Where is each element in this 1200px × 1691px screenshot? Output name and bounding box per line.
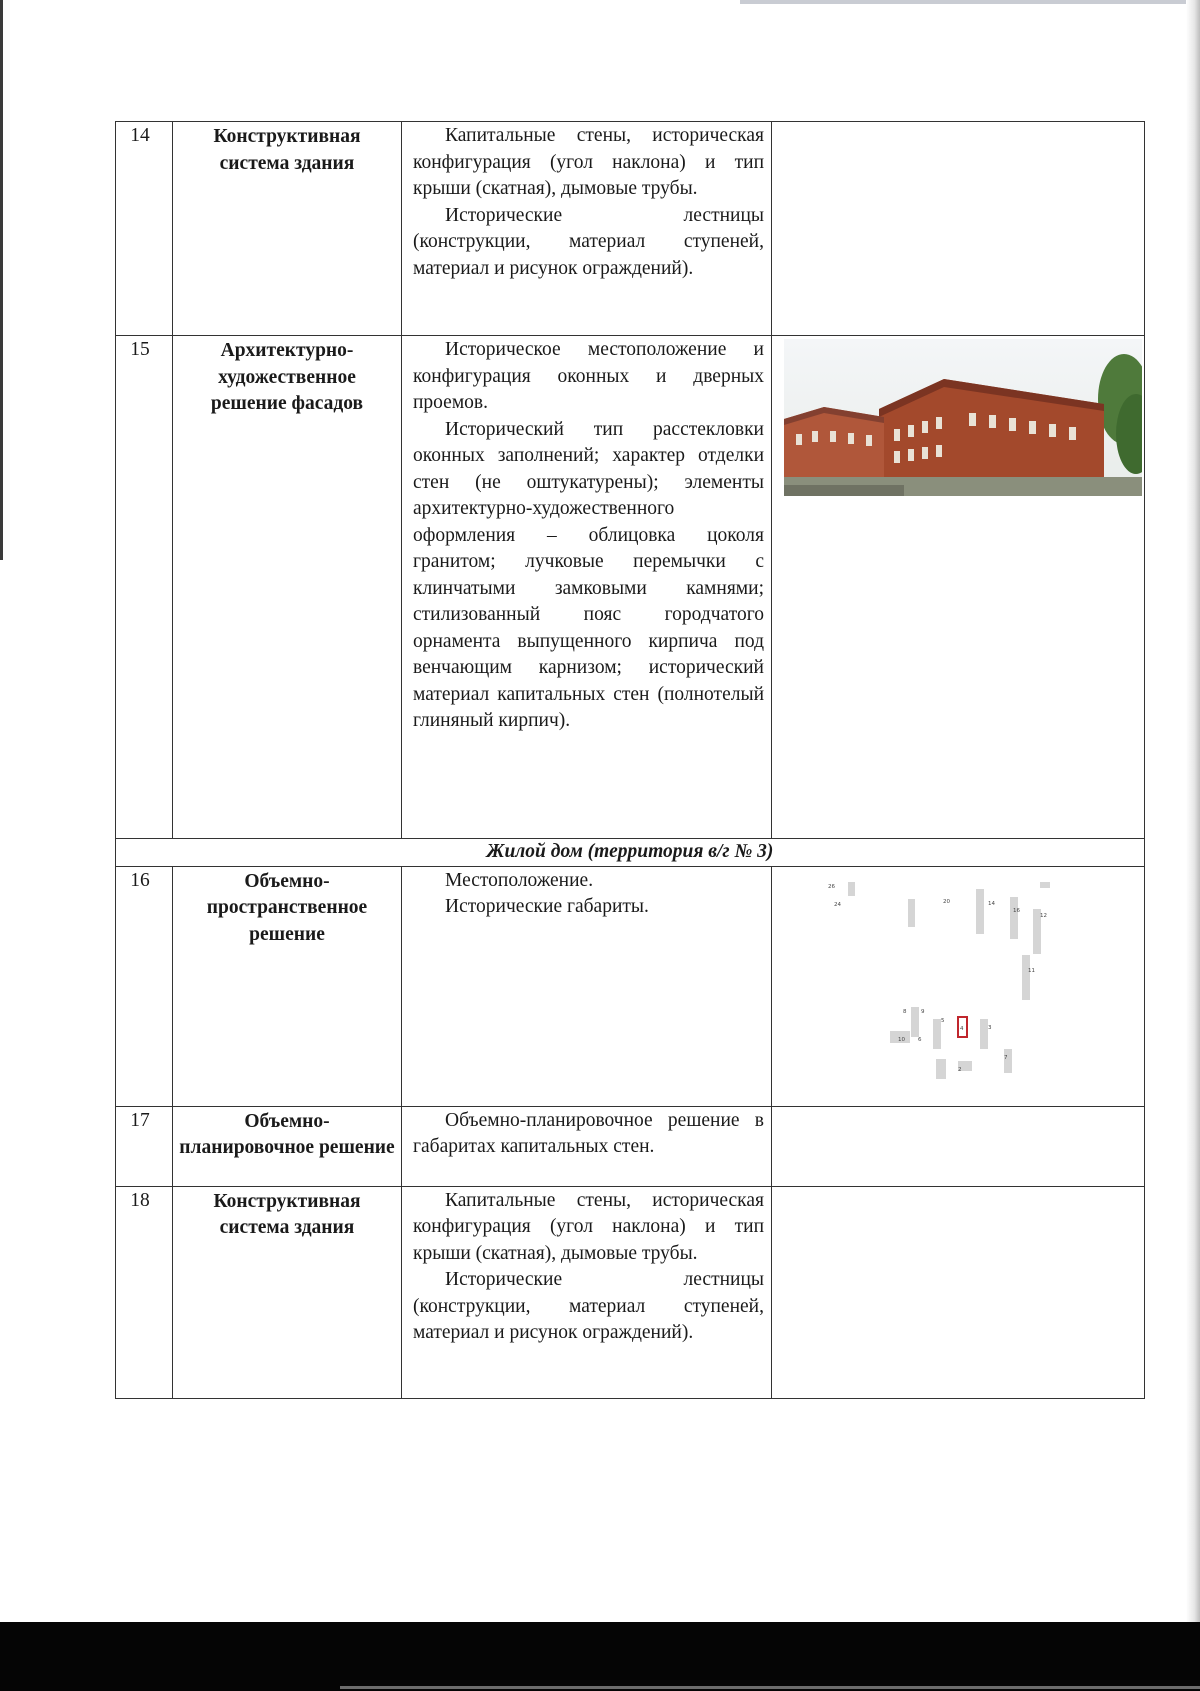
element-name: Объемно-планировочное решение xyxy=(173,1106,402,1186)
table-row-18 xyxy=(116,1186,1145,1398)
element-description xyxy=(402,1106,772,1186)
description-paragraph: Исторические лестницы (конструкции, материал ступеней, материал и рисунок ограждений). xyxy=(413,204,764,279)
table-row-16 xyxy=(116,866,1145,1106)
site-plan-map xyxy=(808,879,1113,1094)
row-number: 14 xyxy=(116,122,173,336)
row-number: 15 xyxy=(116,336,173,839)
map-label: 24 xyxy=(834,901,841,908)
illustration-cell xyxy=(772,336,1145,839)
table-row-14 xyxy=(116,122,1145,336)
element-name: Конструктивная система здания xyxy=(173,122,402,336)
element-description xyxy=(402,122,772,336)
brick-building-photo xyxy=(784,339,1142,496)
description-paragraph: Исторический тип расстекловки оконных заполнений; характер отделки стен (не оштукатурены); элементы архитектурно-художественного оформления – облицовка цоколя гранитом; лучковые перемычки с клинчатыми замковыми камнями; стилизованный пояс городчатого орнамента выпущенного кирпича под венчающим карнизом; исторический материал капитальных стен (полнотелый глиняный кирпич). xyxy=(413,418,764,731)
row-number: 18 xyxy=(116,1186,173,1398)
heritage-elements-table xyxy=(115,121,1145,1399)
scan-right-shadow xyxy=(1186,0,1200,1691)
illustration-cell xyxy=(772,866,1145,1106)
element-description xyxy=(402,866,772,1106)
illustration-cell xyxy=(772,1106,1145,1186)
illustration-cell xyxy=(772,122,1145,336)
map-label: 7 xyxy=(1004,1054,1008,1061)
element-name: Объемно-пространственное решение xyxy=(173,866,402,1106)
element-description xyxy=(402,336,772,839)
map-label: 16 xyxy=(1013,907,1020,914)
map-label: 5 xyxy=(941,1017,945,1024)
scan-bottom-bar xyxy=(0,1622,1200,1691)
map-label: 8 xyxy=(903,1008,907,1015)
description-paragraph: Исторические лестницы (конструкции, материал ступеней, материал и рисунок ограждений). xyxy=(413,1269,764,1343)
section-header-row xyxy=(116,839,1145,867)
description-paragraph: Историческое местоположение и конфигурация оконных и дверных проемов. xyxy=(413,339,764,413)
map-label: 11 xyxy=(1028,967,1035,974)
map-label: 26 xyxy=(828,883,835,890)
scan-bottom-line xyxy=(340,1686,1200,1689)
section-title: Жилой дом (территория в/г № 3) xyxy=(116,839,1145,867)
map-label: 6 xyxy=(918,1036,922,1043)
description-paragraph: Объемно-планировочное решение в габаритах капитальных стен. xyxy=(413,1109,764,1157)
element-name: Конструктивная система здания xyxy=(173,1186,402,1398)
map-label: 9 xyxy=(921,1008,925,1015)
row-number: 16 xyxy=(116,866,173,1106)
element-name: Архитектурно-художественное решение фасадов xyxy=(173,336,402,839)
map-label: 12 xyxy=(1040,912,1047,919)
map-label: 14 xyxy=(988,900,995,907)
element-description xyxy=(402,1186,772,1398)
map-label: 10 xyxy=(898,1036,905,1043)
table-row-17 xyxy=(116,1106,1145,1186)
description-paragraph: Местоположение. xyxy=(445,869,594,891)
map-label: 2 xyxy=(958,1066,962,1073)
description-paragraph: Исторические габариты. xyxy=(445,896,649,917)
map-label: 4 xyxy=(960,1025,964,1032)
map-label: 20 xyxy=(943,898,950,905)
map-label: 3 xyxy=(988,1024,992,1031)
scan-top-edge xyxy=(740,0,1200,4)
description-paragraph: Капитальные стены, историческая конфигурация (угол наклона) и тип крыши (скатная), дымовые трубы. xyxy=(413,125,764,199)
row-number: 17 xyxy=(116,1106,173,1186)
table-row-15 xyxy=(116,336,1145,839)
description-paragraph: Капитальные стены, историческая конфигурация (угол наклона) и тип крыши (скатная), дымовые трубы. xyxy=(413,1189,764,1264)
illustration-cell xyxy=(772,1186,1145,1398)
scan-left-edge xyxy=(0,0,3,560)
